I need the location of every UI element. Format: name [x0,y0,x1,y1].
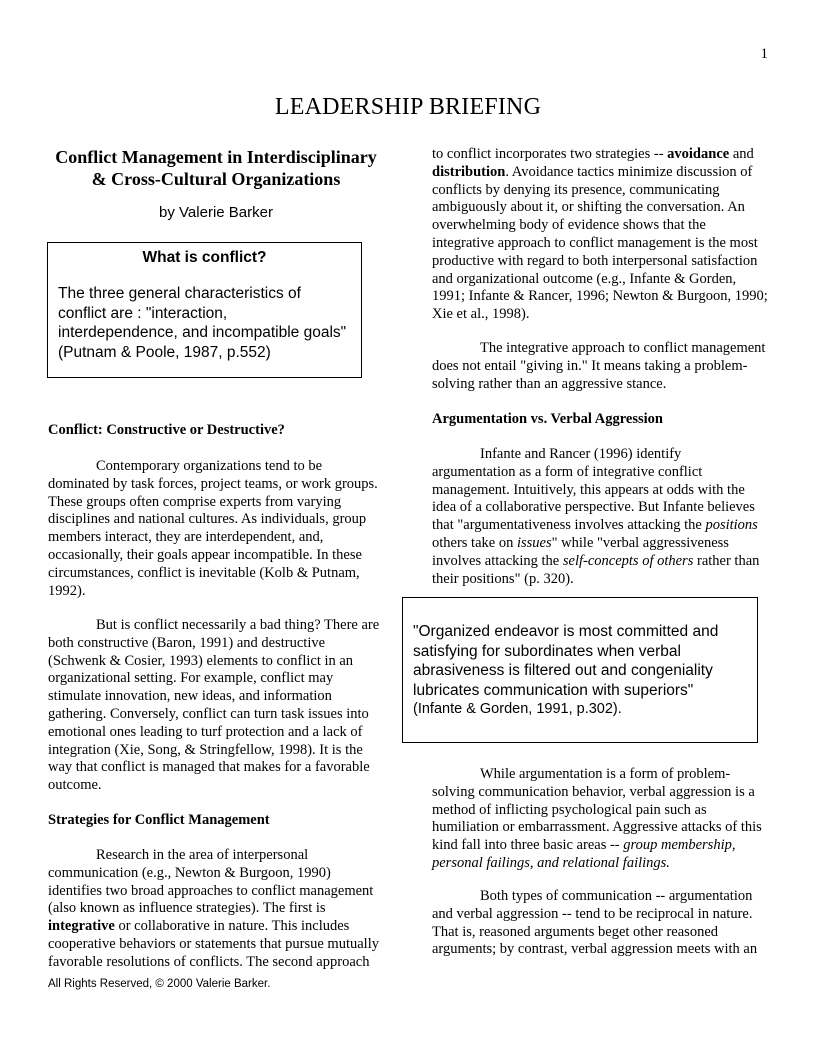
emphasis-three-areas: group membership, personal failings, and relational failings. [432,837,736,871]
paragraph-integrative-approach: The integrative approach to conflict management does not entail "giving in." It means taking a problem-solving rather than an aggressive stance. [432,340,766,392]
text-run: Research in the area of interpersonal communication (e.g., Newton & Burgoon, 1990) identifies two broad approaches to conflict management (also known as influence strategies). The first is [48,847,374,917]
definition-box [47,242,362,378]
paragraph-interpersonal-research [48,847,384,972]
emphasis-integrative: integrative [48,918,115,935]
section-heading-strategies: Strategies for Conflict Management [48,812,270,828]
emphasis-self-concepts: self-concepts of others [562,552,694,569]
emphasis-avoidance: avoidance [667,146,730,162]
text-run: and [729,146,754,162]
article-title: Conflict Management in Interdisciplinary & Cross-Cultural Organizations [55,147,377,189]
text-run: to conflict incorporates two strategies -- [432,146,668,162]
quote-text: "Organized endeavor is most committed and satisfying for subordinates when verbal abrasiveness is filtered out and congeniality lubricates communication with superiors" [413,623,719,699]
emphasis-positions: positions [705,517,758,534]
paragraph-avoidance-distribution [432,146,768,324]
paragraph-verbal-aggression [432,766,768,873]
section-heading-argumentation: Argumentation vs. Verbal Aggression [432,411,663,427]
text-run: " while "verbal aggressiveness involves attacking the [432,534,729,569]
text-run: others take on [432,534,517,551]
text-run: . Avoidance tactics minimize discussion of conflicts by denying its presence, communicating ambiguously about it, or shifting the conversation. An overwhelming body of evidence shows that the integrative approach to conflict management is the most productive with regard to both interpersonal satisfaction and organizational outcome (e.g., Infante & Gorden, 1991; Infante & Rancer, 1996; Newton & Burgoon, 1990; Xie et al., 1998). [432,163,768,323]
quote-box [402,597,758,743]
text-run: or collaborative in nature. This includes cooperative behaviors or statements that pursue mutually favorable resolutions of conflicts. The second approach [48,918,379,970]
page-title: LEADERSHIP BRIEFING [274,94,542,120]
footer-copyright: All Rights Reserved, © 2000 Valerie Barker. [48,978,271,990]
definition-box-body: The three general characteristics of conflict are : "interaction, interdependence, and incompatible goals" (Putnam & Poole, 1987, p.552) [58,285,347,361]
page-number: 1 [760,46,768,62]
paragraph-conflict-bad-thing: But is conflict necessarily a bad thing? There are both constructive (Baron, 1991) and destructive (Schwenk & Cosier, 1993) elements to conflict in an organizational setting. For example, conflict may stimulate innovation, new ideas, and information gathering. Conversely, conflict can turn task issues into emotional ones leading to turf protection and a lack of integration (Xie, Song, & Stringfellow, 1998). It is the way that conflict is managed that makes for a favorable outcome. [48,617,380,794]
text-run: Infante and Rancer (1996) identify argumentation as a form of integrative conflict management. Intuitively, this appears at odds with the idea of a collaborative perspective. But Infante believes that "argumentativeness involves attacking the [432,446,755,534]
paragraph-contemporary-organizations: Contemporary organizations tend to be dominated by task forces, project teams, or work groups. These groups often comprise experts from varying disciplines and national cultures. As individuals, group members interact, they are interdependent, and, occasionally, their goals appear incompatible. In these circumstances, conflict is inevitable (Kolb & Putnam, 1992). [48,458,378,599]
emphasis-distribution: distribution [432,163,506,180]
emphasis-issues: issues [516,534,552,551]
section-heading-constructive-destructive: Conflict: Constructive or Destructive? [48,422,285,438]
text-run: rather than their positions" (p. 320). [432,552,760,587]
paragraph-infante-rancer [432,446,768,588]
quote-citation: (Infante & Gorden, 1991, p.302). [413,701,622,717]
byline: by Valerie Barker [159,204,273,221]
definition-box-heading: What is conflict? [142,249,267,266]
paragraph-reciprocal: Both types of communication -- argumentation and verbal aggression -- tend to be reciprocal in nature. That is, reasoned arguments beget other reasoned arguments; by contrast, verbal aggression meets with an [432,888,758,958]
text-run: While argumentation is a form of problem-solving communication behavior, verbal aggression is a method of inflicting psychological pain such as humiliation or embarrassment. Aggressive attacks of this kind fall into three basic areas -- [432,766,762,854]
